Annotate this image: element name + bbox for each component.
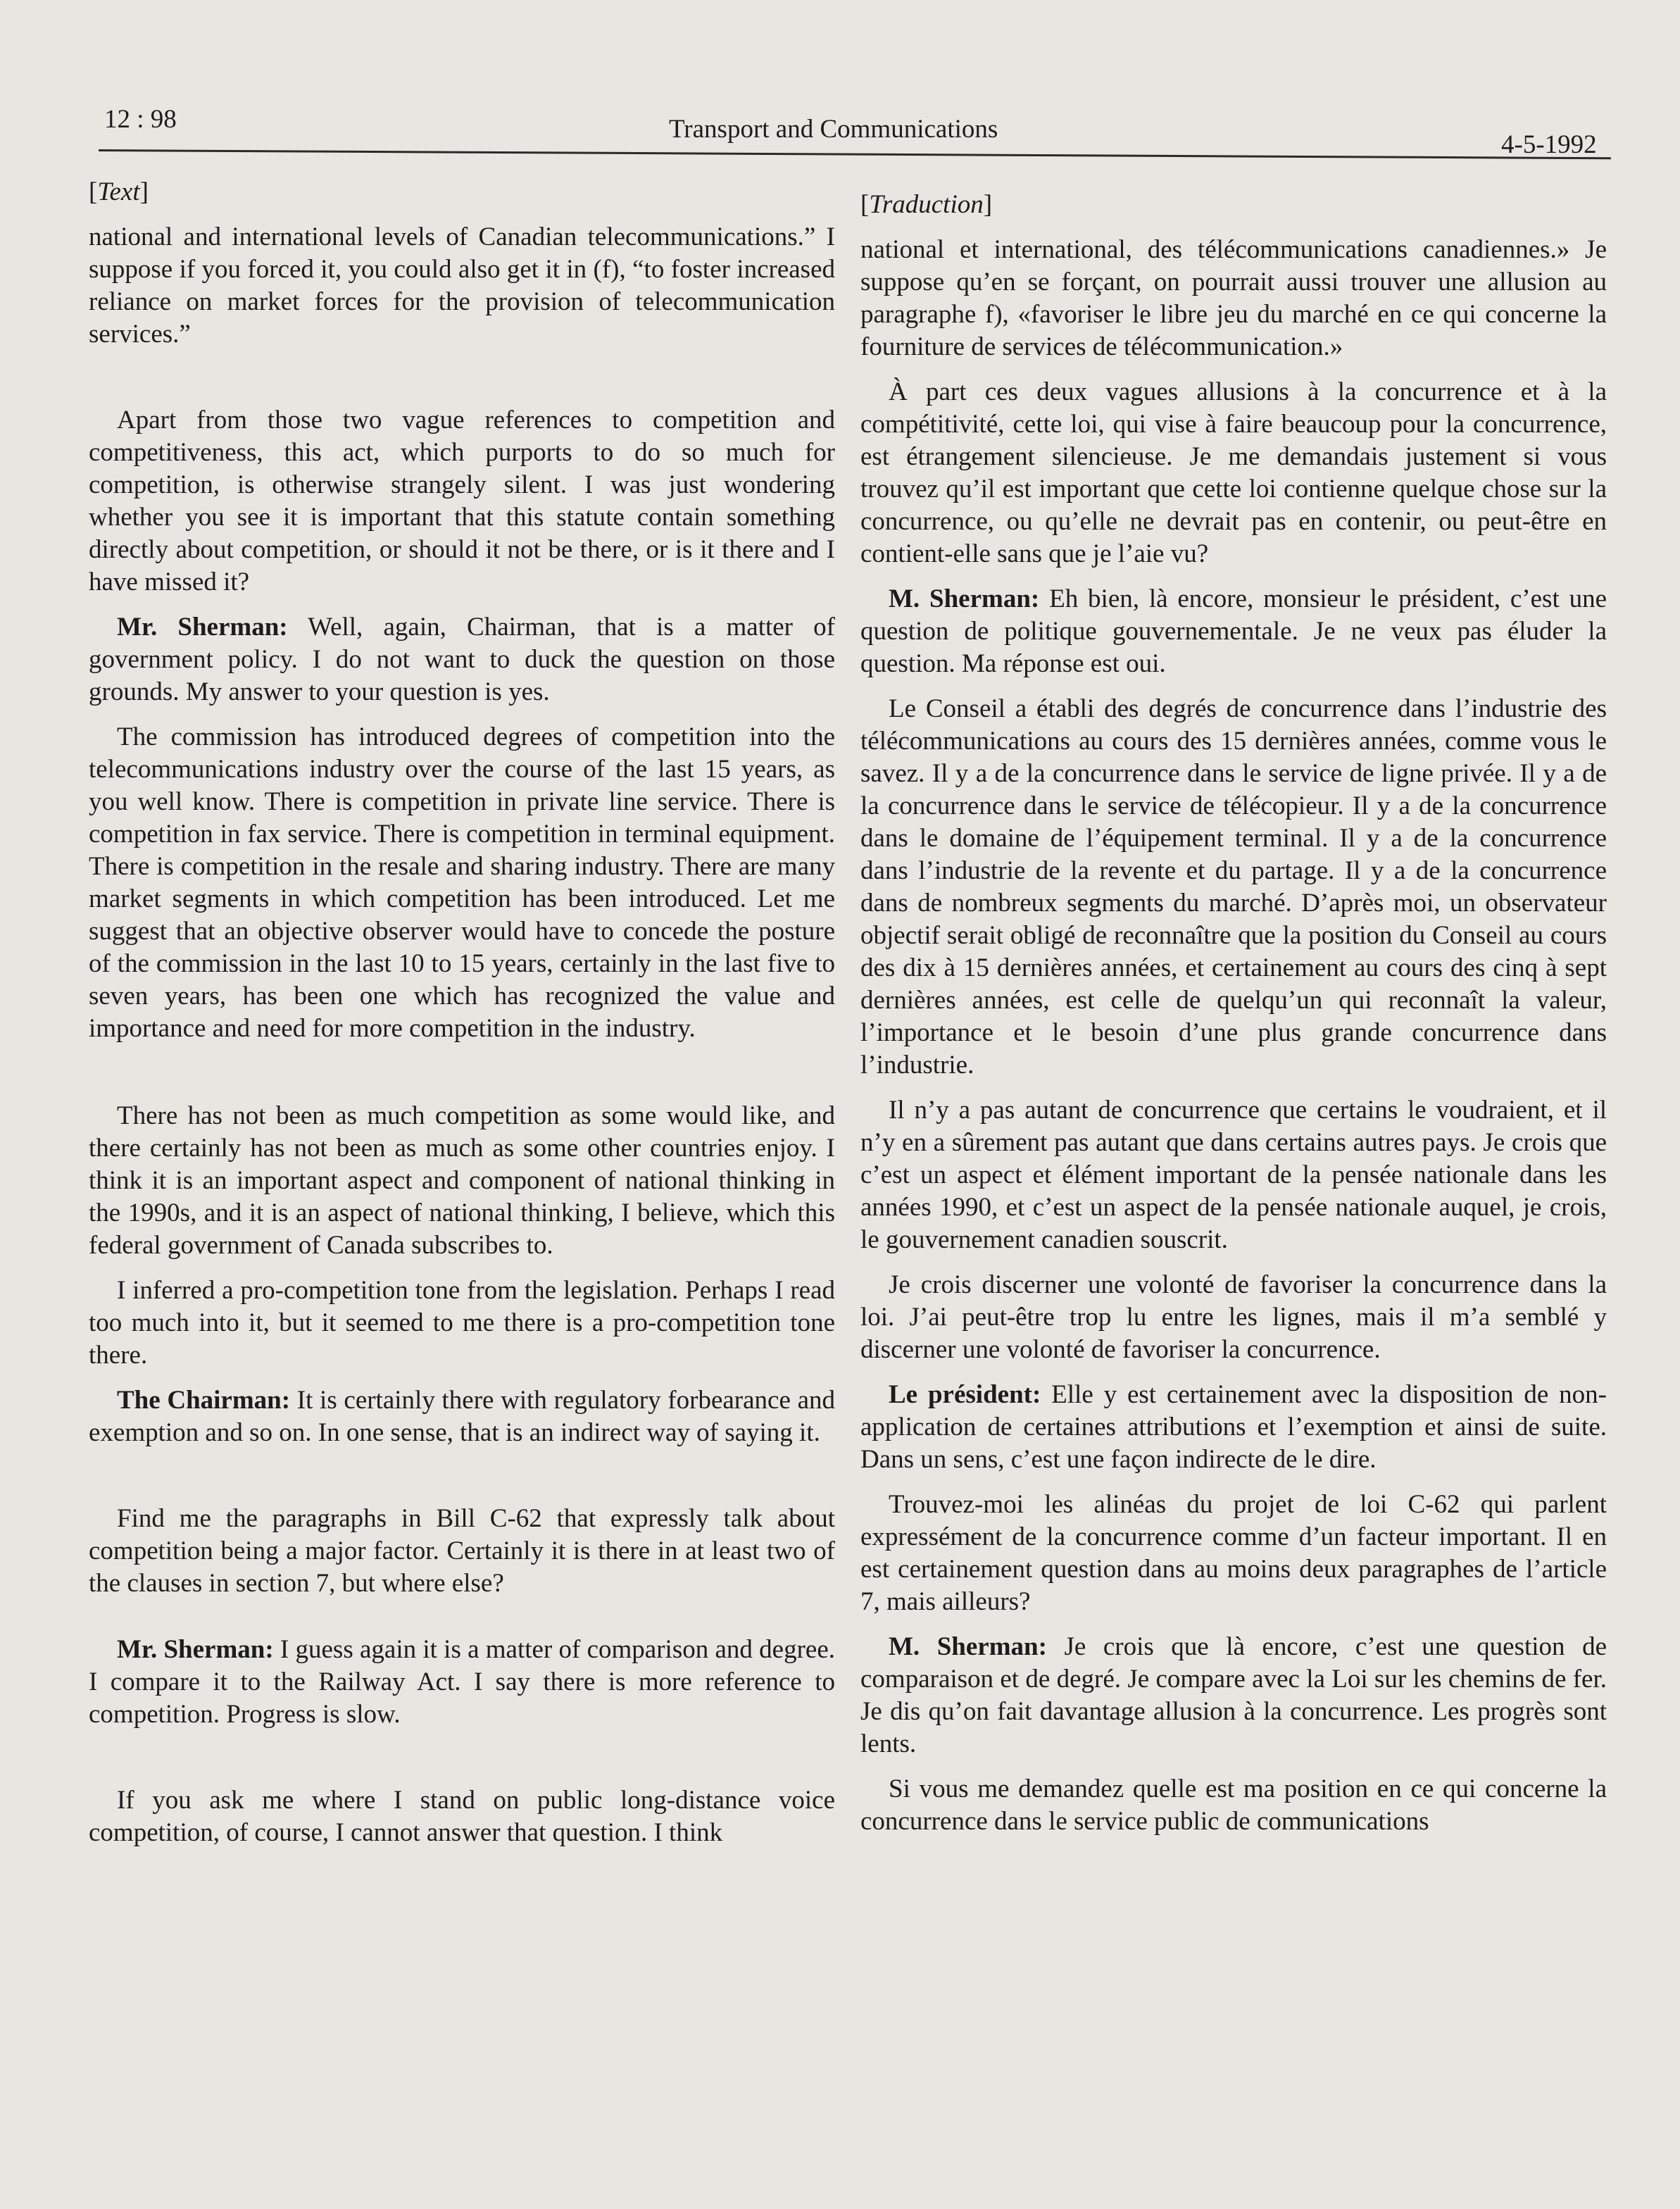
paragraph: Trouvez-moi les alinéas du projet de loi C-62 qui parlent expressément de la concurrence comme d’un facteur important. Il en est certainement question dans au moins deux paragraphes de l’article 7, mais ailleurs? (860, 1490, 1607, 1616)
paragraph: national and international levels of Canadian telecommunications.” I suppose if you forced it, you could also get it in (f), “to foster increased reliance on market forces for the provision of telecommunication services.” (89, 223, 835, 349)
paragraph: Je crois discerner une volonté de favoriser la concurrence dans la loi. J’ai peut-être trop lu entre les lignes, mais il m’a semblé y discerner une volonté de favoriser la concurrence. (860, 1270, 1607, 1364)
paragraph: national et international, des télécommunications canadiennes.» Je suppose qu’en se forçant, on pourrait aussi trouver une allusion au paragraphe f), «favoriser le libre jeu du marché en ce qui concerne la fourniture de services de télécommunication.» (860, 235, 1607, 361)
paragraph: Il n’y a pas autant de concurrence que certains le voudraient, et il n’y en a sûrement pas autant que dans certains autres pays. Je crois que c’est un aspect et élément important de la pensée nationale dans les années 1990, et c’est un aspect de la pensée nationale auquel, je crois, le gouvernement canadien souscrit. (860, 1096, 1607, 1254)
paragraph: Si vous me demandez quelle est ma position en ce qui concerne la concurrence dans le service public de communications (860, 1775, 1607, 1836)
paragraph: Mr. Sherman: I guess again it is a matter of comparison and degree. I compare it to the Railway Act. I say there is more reference to competition. Progress is slow. (89, 1635, 835, 1729)
page-date: 4-5-1992 (1501, 130, 1597, 159)
paragraph: M. Sherman: Eh bien, là encore, monsieur le président, c’est une question de politique gouvernementale. Je ne veux pas éluder la question. Ma réponse est oui. (860, 584, 1607, 678)
paragraph: Apart from those two vague references to competition and competitiveness, this act, which purports to do so much for competition, is otherwise strangely silent. I was just wondering whether you see it is important that this statute contain something directly about competition, or should it not be there, or is it there and I have missed it? (89, 406, 835, 596)
paragraph: Find me the paragraphs in Bill C-62 that expressly talk about competition being a major factor. Certainly it is there in at least two of the clauses in section 7, but where else? (89, 1504, 835, 1598)
speaker-name: Mr. Sherman: (117, 613, 288, 642)
speaker-name: M. Sherman: (889, 1632, 1047, 1661)
paragraph: Le Conseil a établi des degrés de concurrence dans l’industrie des télécommunications au cours des 15 dernières années, comme vous le savez. Il y a de la concurrence dans le service de ligne privée. Il y a de la concurrence dans le service de télécopieur. Il y a de la concurrence dans le domaine de l’équipement terminal. Il y a de la concurrence dans l’industrie de la revente et du partage. Il y a de la concurrence dans de nombreux segments du marché. D’après moi, un observateur objectif serait obligé de reconnaître que la position du Conseil au cours des dix à 15 dernières années, et certainement au cours des cinq à sept dernières années, est celle de quelqu’un qui reconnaît la valeur, l’importance et le besoin d’une plus grande concurrence dans l’industrie. (860, 694, 1607, 1080)
french-column (860, 189, 1607, 1851)
paragraph: M. Sherman: Je crois que là encore, c’est une question de comparaison et de degré. Je compare avec la Loi sur les chemins de fer. Je dis qu’on fait davantage allusion à la concurrence. Les progrès sont lents. (860, 1632, 1607, 1758)
paragraph: There has not been as much competition as some would like, and there certainly has not been as much as some other countries enjoy. I think it is an important aspect and component of national thinking in the 1990s, and it is an aspect of national thinking, I believe, which this federal government of Canada subscribes to. (89, 1101, 835, 1260)
paragraph: The commission has introduced degrees of competition into the telecommunications industry over the course of the last 15 years, as you well know. There is competition in private line service. There is competition in fax service. There is competition in terminal equipment. There is competition in the resale and sharing industry. There are many market segments in which competition has been introduced. Let me suggest that an objective observer would have to concede the posture of the commission in the last 10 to 15 years, certainly in the last five to seven years, has been one which has recognized the value and importance and need for more competition in the industry. (89, 722, 835, 1043)
paragraph: Mr. Sherman: Well, again, Chairman, that is a matter of government policy. I do not want to duck the question on those grounds. My answer to your question is yes. (89, 613, 836, 706)
page-title: Transport and Communications (669, 115, 998, 144)
speaker-name: M. Sherman: (889, 584, 1040, 613)
paragraph: I inferred a pro-competition tone from the legislation. Perhaps I read too much into it, but it seemed to me there is a pro-competition tone there. (89, 1276, 835, 1370)
column-label: [Text] (89, 177, 149, 206)
column-label: [Traduction] (860, 190, 993, 219)
speaker-name: Le président: (889, 1380, 1041, 1409)
english-column (89, 176, 835, 1862)
paragraph: The Chairman: It is certainly there with regulatory forbearance and exemption and so on. In one sense, that is an indirect way of saying it. (89, 1386, 835, 1447)
paragraph: If you ask me where I stand on public long-distance voice competition, of course, I cannot answer that question. I think (89, 1786, 835, 1847)
speaker-name: The Chairman: (117, 1386, 291, 1415)
paragraph: À part ces deux vagues allusions à la concurrence et à la compétitivité, cette loi, qui vise à faire beaucoup pour la concurrence, est étrangement silencieuse. Je me demandais justement si vous trouvez qu’il est important que cette loi contienne quelque chose sur la concurrence, ou qu’elle ne devrait pas en contenir, ou peut-être en contient-elle sans que je l’aie vu? (860, 377, 1607, 568)
speaker-name: Mr. Sherman: (117, 1635, 274, 1664)
page-number: 12 : 98 (104, 105, 177, 134)
paragraph: Le président: Elle y est certainement avec la disposition de non-application de certaines attributions et l’exemption et ainsi de suite. Dans un sens, c’est une façon indirecte de le dire. (860, 1380, 1607, 1474)
header-rule (99, 149, 1611, 159)
